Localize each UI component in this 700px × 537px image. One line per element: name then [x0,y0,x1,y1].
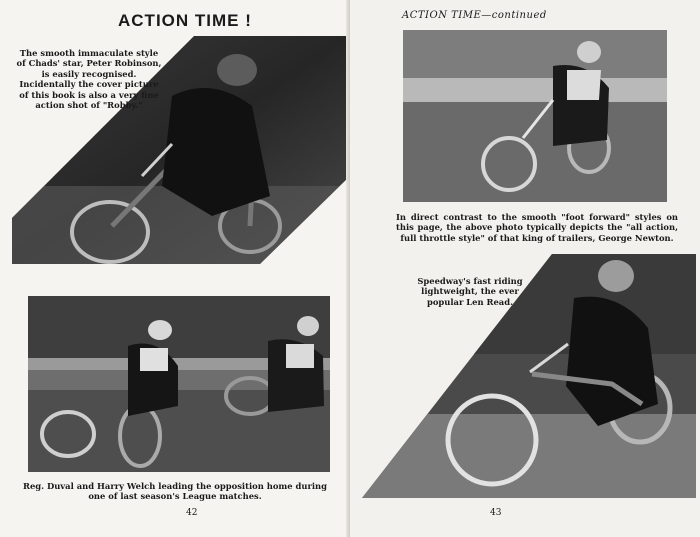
caption-duval-welch: Reg. Duval and Harry Welch leading the opposition home during one of last season's League matches. [22,481,327,502]
page-heading: ACTION TIME ! [118,11,252,30]
right-page [350,0,700,537]
page-number: 42 [186,508,198,518]
photo-george-newton [403,30,667,202]
photo-duval-welch [28,296,330,472]
page-heading-continued: ACTION TIME—continued [402,10,547,21]
caption-len-read: Speedway's fast riding lightweight, the ever popular Len Read. [417,276,523,307]
caption-george-newton: In direct contrast to the smooth "foot forward" styles on this page, the above photo typically depicts the "all action, full throttle style" of that king of trailers, George Newton. [396,212,678,243]
caption-peter-robinson: The smooth immaculate style of Chads' star, Peter Robinson, is easily recognised. Incidentally the cover picture of this book is also a very fine action shot of "Robby." [16,48,162,111]
page-number: 43 [490,508,502,518]
